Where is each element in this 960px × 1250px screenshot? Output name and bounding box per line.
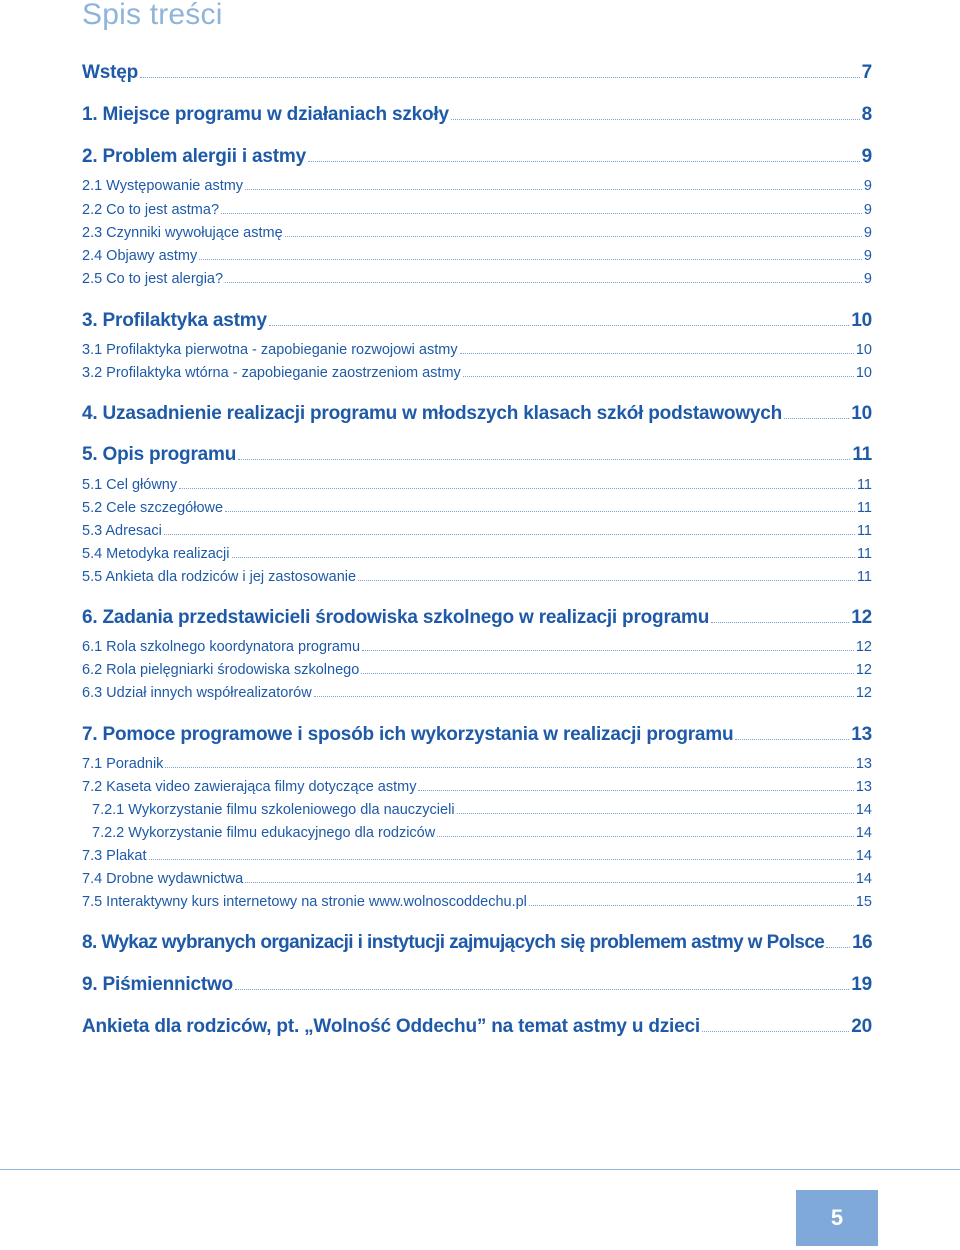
toc-entry-page: 7 <box>861 62 872 83</box>
dot-leader <box>711 622 849 623</box>
toc-entry-section-2-5[interactable] <box>82 271 872 287</box>
toc-entry-page: 14 <box>855 825 872 841</box>
toc-entry-label: 9. Piśmiennictwo <box>82 974 233 995</box>
dot-leader <box>451 119 860 120</box>
toc-entry-page: 12 <box>851 607 872 628</box>
toc-entry-section-7-2[interactable] <box>82 779 872 795</box>
toc-entry-page: 19 <box>851 974 872 995</box>
toc-entry-label: 5.2 Cele szczegółowe <box>82 500 224 516</box>
toc-entry-chapter-3[interactable] <box>82 310 872 332</box>
dot-leader <box>179 488 855 489</box>
toc-entry-label: 5.4 Metodyka realizacji <box>82 546 230 562</box>
toc-entry-section-5-2[interactable] <box>82 500 872 516</box>
dot-leader <box>460 353 854 354</box>
toc-entry-page: 20 <box>851 1016 872 1037</box>
toc-entry-label: 4. Uzasadnienie realizacji programu w młodszych klasach szkół podstawowych <box>82 403 783 424</box>
toc-entry-page: 10 <box>855 342 872 358</box>
toc-entry-section-7-4[interactable] <box>82 871 872 887</box>
toc-entry-label: 2.1 Występowanie astmy <box>82 178 244 194</box>
dot-leader <box>199 259 862 260</box>
dot-leader <box>225 511 855 512</box>
toc-entry-page: 14 <box>855 871 872 887</box>
toc-entry-section-3-1[interactable] <box>82 342 872 358</box>
page-number: 5 <box>796 1190 878 1246</box>
toc-entry-label: 5.1 Cel główny <box>82 477 178 493</box>
toc-entry-page: 11 <box>856 546 872 562</box>
toc-entry-label: 7.2 Kaseta video zawierająca filmy dotyczące astmy <box>82 779 417 795</box>
toc-entry-label: 3.2 Profilaktyka wtórna - zapobieganie zaostrzeniom astmy <box>82 365 461 381</box>
toc-entry-chapter-7[interactable] <box>82 724 872 746</box>
dot-leader <box>238 459 850 460</box>
toc-entry-section-7-3[interactable] <box>82 848 872 864</box>
toc-entry-chapter-2[interactable] <box>82 146 872 168</box>
dot-leader <box>165 767 853 768</box>
dot-leader <box>529 905 854 906</box>
dot-leader <box>245 189 862 190</box>
toc-entry-page: 13 <box>855 779 872 795</box>
toc-entry-page: 12 <box>855 639 872 655</box>
dot-leader <box>235 989 849 990</box>
toc-entry-page: 10 <box>851 310 872 331</box>
dot-leader <box>361 673 854 674</box>
dot-leader <box>308 161 860 162</box>
dot-leader <box>285 236 862 237</box>
toc-entry-section-5-5[interactable] <box>82 569 872 585</box>
toc-entry-chapter-6[interactable] <box>82 607 872 629</box>
toc-entry-page: 11 <box>856 523 872 539</box>
toc-entry-page: 10 <box>851 403 872 424</box>
toc-entry-label: 7.1 Poradnik <box>82 756 164 772</box>
dot-leader <box>735 739 849 740</box>
toc-entry-page: 10 <box>855 365 872 381</box>
toc-entry-page: 14 <box>855 848 872 864</box>
dot-leader <box>418 790 853 791</box>
dot-leader <box>314 696 854 697</box>
toc-entry-page: 11 <box>856 500 872 516</box>
toc-entry-label: 7.3 Plakat <box>82 848 147 864</box>
toc-entry-section-2-1[interactable] <box>82 178 872 194</box>
toc-entry-label: 2.2 Co to jest astma? <box>82 202 220 218</box>
toc-entry-label: Ankieta dla rodziców, pt. „Wolność Oddechu” na temat astmy u dzieci <box>82 1016 700 1037</box>
toc-entry-section-7-1[interactable] <box>82 756 872 772</box>
toc-entry-label: 6. Zadania przedstawicieli środowiska szkolnego w realizacji programu <box>82 607 710 628</box>
toc-entry-label: 5. Opis programu <box>82 444 237 465</box>
dot-leader <box>358 580 855 581</box>
dot-leader <box>463 376 854 377</box>
toc-entry-page: 13 <box>855 756 872 772</box>
toc-entry-section-2-4[interactable] <box>82 248 872 264</box>
toc-entry-section-7-2-2[interactable] <box>92 825 872 841</box>
toc-entry-label: 7.5 Interaktywny kurs internetowy na stronie www.wolnoscoddechu.pl <box>82 894 527 910</box>
toc-entry-label: 7.2.2 Wykorzystanie filmu edukacyjnego dla rodziców <box>92 825 436 841</box>
toc-entry-page: 12 <box>855 662 872 678</box>
toc-entry-label: 6.2 Rola pielęgniarki środowiska szkolnego <box>82 662 360 678</box>
toc-entry-label: 7.2.1 Wykorzystanie filmu szkoleniowego dla nauczycieli <box>92 802 455 818</box>
toc-entry-page: 11 <box>856 477 872 493</box>
toc-entry-section-6-3[interactable] <box>82 685 872 701</box>
toc-entry-chapter-9[interactable] <box>82 974 872 996</box>
toc-entry-page: 9 <box>863 225 872 241</box>
toc-entry-label: 7.4 Drobne wydawnictwa <box>82 871 244 887</box>
toc-entry-label: 7. Pomoce programowe i sposób ich wykorzystania w realizacji programu <box>82 724 734 745</box>
toc-entry-page: 11 <box>852 444 872 465</box>
toc-entry-introduction[interactable] <box>82 62 872 84</box>
toc-entry-chapter-1[interactable] <box>82 104 872 126</box>
dot-leader <box>362 650 854 651</box>
toc-entry-label: 6.1 Rola szkolnego koordynatora programu <box>82 639 361 655</box>
toc-entry-page: 15 <box>855 894 872 910</box>
toc-entry-page: 11 <box>856 569 872 585</box>
toc-entry-section-7-2-1[interactable] <box>92 802 872 818</box>
toc-entry-label: 8. Wykaz wybranych organizacji i instytucji zajmujących się problemem astmy w Polsce <box>82 932 825 953</box>
dot-leader <box>702 1031 849 1032</box>
toc-entry-label: 3. Profilaktyka astmy <box>82 310 267 331</box>
dot-leader <box>826 947 850 948</box>
toc-entry-page: 14 <box>855 802 872 818</box>
toc-entry-chapter-8[interactable] <box>82 932 872 954</box>
toc-entry-page: 9 <box>863 178 872 194</box>
dot-leader <box>149 859 854 860</box>
toc-entry-label: 5.5 Ankieta dla rodziców i jej zastosowanie <box>82 569 357 585</box>
footer-divider <box>0 1169 960 1170</box>
toc-entry-section-5-1[interactable] <box>82 477 872 493</box>
toc-entry-label: 5.3 Adresaci <box>82 523 162 539</box>
toc-entry-label: 2.5 Co to jest alergia? <box>82 271 224 287</box>
toc-entry-section-7-5[interactable] <box>82 894 872 910</box>
toc-entry-label: 2.3 Czynniki wywołujące astmę <box>82 225 283 241</box>
toc-entry-page: 9 <box>863 271 872 287</box>
toc-entry-page: 9 <box>863 202 872 218</box>
dot-leader <box>784 418 849 419</box>
toc-entry-label: 2. Problem alergii i astmy <box>82 146 306 167</box>
toc-entry-questionnaire[interactable] <box>82 1016 872 1038</box>
dot-leader <box>269 325 849 326</box>
toc-entry-label: 6.3 Udział innych współrealizatorów <box>82 685 312 701</box>
dot-leader <box>232 557 855 558</box>
dot-leader <box>221 213 862 214</box>
dot-leader <box>457 813 854 814</box>
toc-entry-section-5-4[interactable] <box>82 546 872 562</box>
toc-entry-label: 3.1 Profilaktyka pierwotna - zapobieganie rozwojowi astmy <box>82 342 458 358</box>
toc-entry-section-2-3[interactable] <box>82 225 872 241</box>
toc-entry-section-6-1[interactable] <box>82 639 872 655</box>
toc-entry-section-5-3[interactable] <box>82 523 872 539</box>
dot-leader <box>245 882 854 883</box>
toc-entry-page: 8 <box>861 104 872 125</box>
toc-entry-page: 9 <box>863 248 872 264</box>
toc-entry-label: 1. Miejsce programu w działaniach szkoły <box>82 104 449 125</box>
dot-leader <box>164 534 855 535</box>
toc-entry-section-2-2[interactable] <box>82 202 872 218</box>
toc-entry-page: 12 <box>855 685 872 701</box>
toc-entry-page: 9 <box>861 146 872 167</box>
toc-entry-label: Wstęp <box>82 62 139 83</box>
toc-entry-section-3-2[interactable] <box>82 365 872 381</box>
toc-entry-page: 16 <box>852 932 872 953</box>
toc-entry-section-6-2[interactable] <box>82 662 872 678</box>
toc-entry-chapter-5[interactable] <box>82 444 872 466</box>
dot-leader <box>225 282 862 283</box>
toc-entry-label: 2.4 Objawy astmy <box>82 248 198 264</box>
toc-entry-chapter-4[interactable] <box>82 403 872 425</box>
toc-entry-page: 13 <box>851 724 872 745</box>
dot-leader <box>140 77 860 78</box>
page-title: Spis treści <box>82 0 223 31</box>
dot-leader <box>437 836 854 837</box>
